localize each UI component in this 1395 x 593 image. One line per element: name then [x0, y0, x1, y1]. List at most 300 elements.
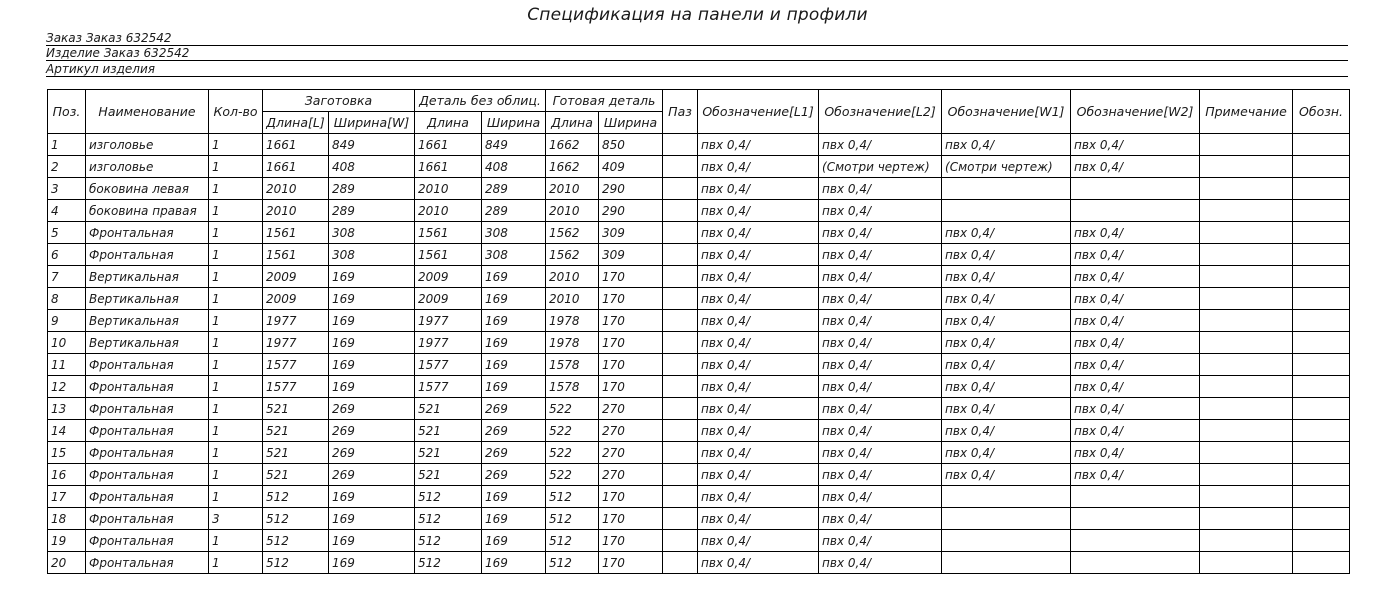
cell-qty: 1	[209, 442, 263, 464]
cell-pos: 5	[48, 222, 86, 244]
cell-final-length: 1662	[546, 156, 599, 178]
cell-blank-length: 2010	[263, 200, 329, 222]
cell-pos: 19	[48, 530, 86, 552]
cell-mark-w1: пвх 0,4/	[942, 398, 1071, 420]
cell-final-width: 290	[599, 200, 663, 222]
cell-groove	[663, 486, 698, 508]
cell-mark-w1	[942, 200, 1071, 222]
cell-name: изголовье	[86, 156, 209, 178]
cell-raw-width: 169	[482, 266, 546, 288]
cell-final-width: 170	[599, 354, 663, 376]
cell-raw-width: 169	[482, 376, 546, 398]
cell-groove	[663, 244, 698, 266]
cell-mark-l1: пвх 0,4/	[698, 464, 819, 486]
cell-designation	[1293, 508, 1350, 530]
header-final-width: Ширина	[599, 112, 663, 134]
cell-pos: 12	[48, 376, 86, 398]
cell-pos: 14	[48, 420, 86, 442]
cell-blank-width: 269	[329, 442, 415, 464]
header-blank-group: Заготовка	[263, 90, 415, 112]
cell-pos: 18	[48, 508, 86, 530]
cell-designation	[1293, 200, 1350, 222]
table-row	[48, 376, 1350, 398]
cell-raw-length: 2009	[415, 288, 482, 310]
cell-raw-width: 169	[482, 332, 546, 354]
cell-mark-w1: пвх 0,4/	[942, 266, 1071, 288]
header-raw-group: Деталь без облиц.	[415, 90, 546, 112]
cell-designation	[1293, 222, 1350, 244]
cell-blank-length: 512	[263, 486, 329, 508]
cell-mark-w1: пвх 0,4/	[942, 420, 1071, 442]
cell-blank-length: 1977	[263, 310, 329, 332]
cell-groove	[663, 222, 698, 244]
cell-blank-width: 169	[329, 530, 415, 552]
cell-mark-l2: пвх 0,4/	[819, 464, 942, 486]
cell-mark-l2: пвх 0,4/	[819, 376, 942, 398]
cell-name: Фронтальная	[86, 244, 209, 266]
cell-mark-w1: пвх 0,4/	[942, 288, 1071, 310]
header-final-group: Готовая деталь	[546, 90, 663, 112]
cell-blank-length: 1577	[263, 354, 329, 376]
cell-mark-l1: пвх 0,4/	[698, 244, 819, 266]
cell-pos: 1	[48, 134, 86, 156]
cell-designation	[1293, 288, 1350, 310]
cell-mark-l2: пвх 0,4/	[819, 178, 942, 200]
document-title: Спецификация на панели и профили	[527, 5, 868, 25]
cell-groove	[663, 530, 698, 552]
cell-blank-length: 2010	[263, 178, 329, 200]
cell-groove	[663, 398, 698, 420]
cell-mark-l2: пвх 0,4/	[819, 508, 942, 530]
header-designation: Обозн.	[1293, 90, 1350, 134]
header-raw-length: Длина	[415, 112, 482, 134]
cell-mark-l1: пвх 0,4/	[698, 178, 819, 200]
cell-blank-width: 289	[329, 200, 415, 222]
cell-mark-w2: пвх 0,4/	[1071, 266, 1200, 288]
cell-mark-w1: пвх 0,4/	[942, 222, 1071, 244]
cell-blank-width: 169	[329, 376, 415, 398]
cell-final-width: 170	[599, 530, 663, 552]
cell-qty: 1	[209, 552, 263, 574]
cell-blank-width: 408	[329, 156, 415, 178]
cell-mark-w1: пвх 0,4/	[942, 332, 1071, 354]
cell-final-length: 2010	[546, 288, 599, 310]
cell-final-width: 170	[599, 486, 663, 508]
cell-blank-length: 512	[263, 508, 329, 530]
cell-final-length: 522	[546, 398, 599, 420]
cell-mark-l1: пвх 0,4/	[698, 354, 819, 376]
header-qty: Кол-во	[209, 90, 263, 134]
cell-blank-width: 169	[329, 332, 415, 354]
cell-mark-l2: пвх 0,4/	[819, 310, 942, 332]
cell-pos: 7	[48, 266, 86, 288]
cell-final-width: 290	[599, 178, 663, 200]
cell-designation	[1293, 552, 1350, 574]
cell-mark-w1: пвх 0,4/	[942, 376, 1071, 398]
cell-pos: 15	[48, 442, 86, 464]
cell-raw-length: 1577	[415, 354, 482, 376]
cell-raw-width: 169	[482, 288, 546, 310]
cell-mark-l1: пвх 0,4/	[698, 156, 819, 178]
cell-groove	[663, 420, 698, 442]
cell-final-width: 170	[599, 552, 663, 574]
cell-mark-w1: пвх 0,4/	[942, 354, 1071, 376]
article-line: Артикул изделия	[46, 62, 1348, 77]
cell-raw-length: 1577	[415, 376, 482, 398]
cell-blank-width: 308	[329, 244, 415, 266]
header-row-top	[48, 90, 1350, 112]
header-note: Примечание	[1200, 90, 1293, 134]
cell-qty: 3	[209, 508, 263, 530]
cell-mark-w1: пвх 0,4/	[942, 134, 1071, 156]
cell-note	[1200, 288, 1293, 310]
cell-raw-width: 269	[482, 398, 546, 420]
cell-designation	[1293, 134, 1350, 156]
cell-qty: 1	[209, 354, 263, 376]
cell-raw-length: 521	[415, 420, 482, 442]
cell-mark-w1: пвх 0,4/	[942, 310, 1071, 332]
table-row	[48, 442, 1350, 464]
cell-groove	[663, 376, 698, 398]
cell-mark-l2: пвх 0,4/	[819, 244, 942, 266]
cell-mark-w2: пвх 0,4/	[1071, 376, 1200, 398]
cell-blank-width: 269	[329, 398, 415, 420]
cell-final-width: 170	[599, 376, 663, 398]
cell-blank-width: 269	[329, 420, 415, 442]
cell-mark-w1: пвх 0,4/	[942, 244, 1071, 266]
cell-raw-width: 849	[482, 134, 546, 156]
cell-mark-l1: пвх 0,4/	[698, 288, 819, 310]
cell-blank-width: 169	[329, 266, 415, 288]
cell-raw-width: 308	[482, 244, 546, 266]
table-row	[48, 332, 1350, 354]
cell-mark-l1: пвх 0,4/	[698, 222, 819, 244]
cell-qty: 1	[209, 398, 263, 420]
cell-name: Фронтальная	[86, 464, 209, 486]
header-pos: Поз.	[48, 90, 86, 134]
cell-note	[1200, 244, 1293, 266]
cell-mark-l1: пвх 0,4/	[698, 442, 819, 464]
header-raw-width: Ширина	[482, 112, 546, 134]
header-groove: Паз	[663, 90, 698, 134]
cell-note	[1200, 354, 1293, 376]
cell-mark-l1: пвх 0,4/	[698, 134, 819, 156]
cell-mark-l1: пвх 0,4/	[698, 552, 819, 574]
cell-groove	[663, 508, 698, 530]
cell-groove	[663, 310, 698, 332]
cell-name: Фронтальная	[86, 376, 209, 398]
header-mark-l1: Обозначение[L1]	[698, 90, 819, 134]
cell-mark-w1	[942, 530, 1071, 552]
cell-mark-w2: пвх 0,4/	[1071, 222, 1200, 244]
cell-pos: 3	[48, 178, 86, 200]
cell-mark-l2: пвх 0,4/	[819, 332, 942, 354]
cell-name: изголовье	[86, 134, 209, 156]
cell-raw-length: 512	[415, 508, 482, 530]
cell-final-width: 170	[599, 332, 663, 354]
cell-pos: 11	[48, 354, 86, 376]
cell-final-length: 512	[546, 508, 599, 530]
cell-blank-length: 1977	[263, 332, 329, 354]
cell-final-length: 2010	[546, 266, 599, 288]
cell-raw-length: 1661	[415, 156, 482, 178]
cell-mark-l1: пвх 0,4/	[698, 310, 819, 332]
cell-mark-w2: пвх 0,4/	[1071, 464, 1200, 486]
cell-note	[1200, 530, 1293, 552]
cell-raw-width: 269	[482, 464, 546, 486]
cell-final-width: 850	[599, 134, 663, 156]
cell-designation	[1293, 310, 1350, 332]
cell-final-width: 309	[599, 222, 663, 244]
cell-final-width: 170	[599, 508, 663, 530]
table-row	[48, 508, 1350, 530]
table-row	[48, 552, 1350, 574]
cell-mark-w2: пвх 0,4/	[1071, 134, 1200, 156]
cell-groove	[663, 288, 698, 310]
header-blank-length: Длина[L]	[263, 112, 329, 134]
cell-mark-l2: пвх 0,4/	[819, 552, 942, 574]
cell-note	[1200, 178, 1293, 200]
cell-note	[1200, 134, 1293, 156]
cell-final-length: 512	[546, 552, 599, 574]
cell-designation	[1293, 332, 1350, 354]
cell-note	[1200, 332, 1293, 354]
table-row	[48, 134, 1350, 156]
cell-mark-w1: пвх 0,4/	[942, 442, 1071, 464]
cell-mark-w2: пвх 0,4/	[1071, 310, 1200, 332]
cell-mark-l1: пвх 0,4/	[698, 376, 819, 398]
cell-mark-w2	[1071, 530, 1200, 552]
cell-groove	[663, 156, 698, 178]
cell-final-length: 1578	[546, 376, 599, 398]
cell-raw-length: 1977	[415, 332, 482, 354]
cell-final-length: 522	[546, 442, 599, 464]
cell-blank-length: 521	[263, 398, 329, 420]
cell-mark-l1: пвх 0,4/	[698, 266, 819, 288]
cell-mark-l2: пвх 0,4/	[819, 354, 942, 376]
table-row	[48, 266, 1350, 288]
cell-mark-w2: пвх 0,4/	[1071, 288, 1200, 310]
cell-pos: 16	[48, 464, 86, 486]
cell-qty: 1	[209, 222, 263, 244]
cell-final-length: 522	[546, 464, 599, 486]
header-mark-w1: Обозначение[W1]	[942, 90, 1071, 134]
cell-raw-width: 169	[482, 508, 546, 530]
cell-mark-l2: пвх 0,4/	[819, 288, 942, 310]
cell-qty: 1	[209, 420, 263, 442]
cell-blank-length: 2009	[263, 288, 329, 310]
cell-name: Фронтальная	[86, 398, 209, 420]
cell-raw-width: 169	[482, 552, 546, 574]
cell-name: Вертикальная	[86, 266, 209, 288]
cell-final-length: 1578	[546, 354, 599, 376]
cell-pos: 9	[48, 310, 86, 332]
cell-name: Вертикальная	[86, 310, 209, 332]
cell-mark-l1: пвх 0,4/	[698, 508, 819, 530]
cell-groove	[663, 266, 698, 288]
cell-note	[1200, 398, 1293, 420]
cell-blank-width: 308	[329, 222, 415, 244]
cell-mark-l1: пвх 0,4/	[698, 530, 819, 552]
cell-final-length: 2010	[546, 178, 599, 200]
cell-mark-w2	[1071, 178, 1200, 200]
cell-pos: 10	[48, 332, 86, 354]
cell-groove	[663, 442, 698, 464]
cell-blank-length: 521	[263, 420, 329, 442]
table-row	[48, 420, 1350, 442]
table-row	[48, 398, 1350, 420]
cell-qty: 1	[209, 332, 263, 354]
cell-final-width: 309	[599, 244, 663, 266]
cell-blank-length: 1561	[263, 222, 329, 244]
cell-raw-width: 289	[482, 178, 546, 200]
cell-pos: 13	[48, 398, 86, 420]
cell-mark-w2: пвх 0,4/	[1071, 354, 1200, 376]
cell-note	[1200, 376, 1293, 398]
table-row	[48, 200, 1350, 222]
cell-raw-width: 269	[482, 442, 546, 464]
cell-mark-w1	[942, 508, 1071, 530]
cell-pos: 2	[48, 156, 86, 178]
table-row	[48, 288, 1350, 310]
cell-note	[1200, 266, 1293, 288]
cell-blank-width: 269	[329, 464, 415, 486]
cell-mark-w1	[942, 178, 1071, 200]
cell-raw-width: 169	[482, 354, 546, 376]
cell-designation	[1293, 178, 1350, 200]
cell-mark-l2: пвх 0,4/	[819, 442, 942, 464]
cell-raw-length: 512	[415, 530, 482, 552]
table-row	[48, 244, 1350, 266]
cell-blank-width: 169	[329, 508, 415, 530]
cell-mark-l1: пвх 0,4/	[698, 486, 819, 508]
cell-name: Вертикальная	[86, 332, 209, 354]
cell-name: Фронтальная	[86, 552, 209, 574]
cell-pos: 20	[48, 552, 86, 574]
table-row	[48, 310, 1350, 332]
cell-raw-length: 521	[415, 442, 482, 464]
cell-final-length: 522	[546, 420, 599, 442]
cell-mark-l1: пвх 0,4/	[698, 200, 819, 222]
cell-final-length: 512	[546, 530, 599, 552]
cell-raw-width: 169	[482, 310, 546, 332]
cell-raw-width: 169	[482, 486, 546, 508]
cell-note	[1200, 200, 1293, 222]
cell-blank-length: 1577	[263, 376, 329, 398]
cell-final-length: 1562	[546, 222, 599, 244]
header-final-length: Длина	[546, 112, 599, 134]
cell-final-width: 170	[599, 266, 663, 288]
cell-name: Фронтальная	[86, 530, 209, 552]
cell-qty: 1	[209, 376, 263, 398]
cell-final-length: 1978	[546, 332, 599, 354]
cell-designation	[1293, 244, 1350, 266]
cell-blank-width: 169	[329, 288, 415, 310]
cell-designation	[1293, 376, 1350, 398]
cell-mark-w2: пвх 0,4/	[1071, 156, 1200, 178]
cell-mark-l2: пвх 0,4/	[819, 530, 942, 552]
cell-final-width: 170	[599, 288, 663, 310]
cell-qty: 1	[209, 288, 263, 310]
cell-qty: 1	[209, 178, 263, 200]
cell-mark-w1: пвх 0,4/	[942, 464, 1071, 486]
cell-mark-w2: пвх 0,4/	[1071, 244, 1200, 266]
cell-raw-length: 2010	[415, 200, 482, 222]
cell-final-width: 270	[599, 420, 663, 442]
cell-qty: 1	[209, 200, 263, 222]
cell-blank-length: 1661	[263, 134, 329, 156]
cell-final-width: 170	[599, 310, 663, 332]
cell-name: Фронтальная	[86, 354, 209, 376]
cell-mark-w2: пвх 0,4/	[1071, 398, 1200, 420]
cell-pos: 6	[48, 244, 86, 266]
cell-raw-length: 2009	[415, 266, 482, 288]
cell-pos: 8	[48, 288, 86, 310]
cell-mark-l2: пвх 0,4/	[819, 134, 942, 156]
cell-raw-width: 289	[482, 200, 546, 222]
cell-final-width: 270	[599, 442, 663, 464]
cell-blank-width: 169	[329, 552, 415, 574]
cell-mark-l2: пвх 0,4/	[819, 398, 942, 420]
cell-note	[1200, 464, 1293, 486]
cell-designation	[1293, 442, 1350, 464]
table-row	[48, 156, 1350, 178]
cell-mark-w2: пвх 0,4/	[1071, 420, 1200, 442]
cell-raw-length: 521	[415, 398, 482, 420]
cell-raw-length: 512	[415, 552, 482, 574]
cell-pos: 17	[48, 486, 86, 508]
cell-mark-w1	[942, 552, 1071, 574]
cell-mark-w2	[1071, 508, 1200, 530]
cell-final-length: 1562	[546, 244, 599, 266]
cell-final-width: 270	[599, 464, 663, 486]
product-line: Изделие Заказ 632542	[46, 46, 1348, 61]
cell-designation	[1293, 420, 1350, 442]
cell-designation	[1293, 486, 1350, 508]
table-row	[48, 354, 1350, 376]
cell-mark-l2: пвх 0,4/	[819, 222, 942, 244]
cell-qty: 1	[209, 266, 263, 288]
cell-qty: 1	[209, 156, 263, 178]
cell-name: Фронтальная	[86, 222, 209, 244]
cell-final-length: 1662	[546, 134, 599, 156]
table-row	[48, 222, 1350, 244]
cell-qty: 1	[209, 486, 263, 508]
header-mark-l2: Обозначение[L2]	[819, 90, 942, 134]
cell-raw-width: 169	[482, 530, 546, 552]
cell-final-length: 512	[546, 486, 599, 508]
cell-pos: 4	[48, 200, 86, 222]
cell-qty: 1	[209, 464, 263, 486]
table-row	[48, 530, 1350, 552]
cell-blank-length: 521	[263, 442, 329, 464]
cell-blank-width: 169	[329, 486, 415, 508]
table-row	[48, 486, 1350, 508]
cell-groove	[663, 464, 698, 486]
cell-name: боковина левая	[86, 178, 209, 200]
cell-blank-width: 169	[329, 310, 415, 332]
cell-designation	[1293, 530, 1350, 552]
cell-blank-length: 1561	[263, 244, 329, 266]
cell-groove	[663, 178, 698, 200]
cell-note	[1200, 310, 1293, 332]
cell-mark-w2	[1071, 200, 1200, 222]
header-blank-width: Ширина[W]	[329, 112, 415, 134]
cell-name: Фронтальная	[86, 420, 209, 442]
cell-mark-l2: (Смотри чертеж)	[819, 156, 942, 178]
cell-blank-length: 512	[263, 530, 329, 552]
cell-raw-length: 521	[415, 464, 482, 486]
